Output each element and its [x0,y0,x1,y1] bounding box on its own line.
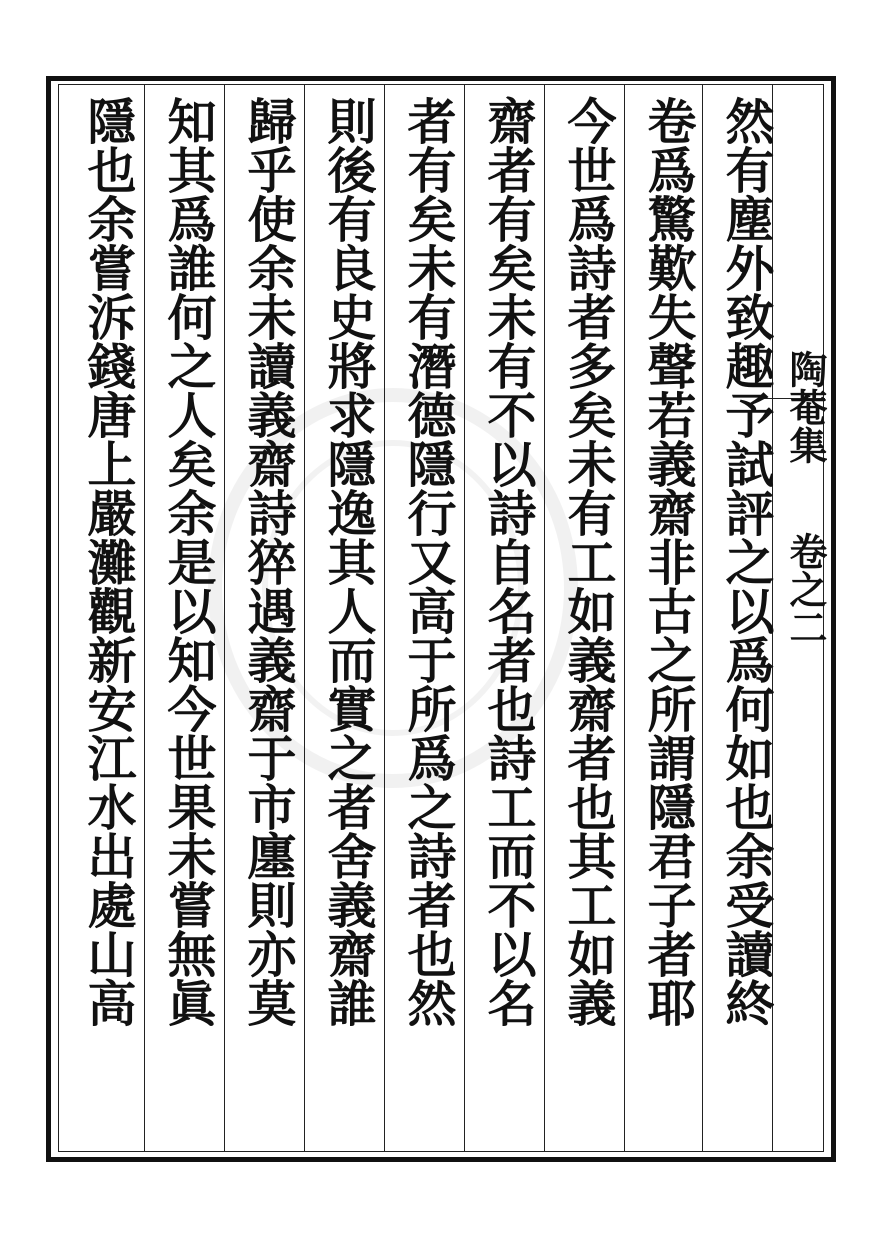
column-rule [304,84,305,1152]
column-rule [464,84,465,1152]
margin-book-title: 陶菴集 [783,350,828,464]
margin-volume-label: 卷之二 [783,532,828,646]
column-rule [144,84,145,1152]
text-column-1: 然有塵外致趣予試評之以爲何如也余受讀終 [718,96,776,1027]
text-column-8: 知其爲誰何之人矣余是以知今世果未嘗無眞 [160,96,218,1027]
text-column-3: 今世爲詩者多矣未有工如義齋者也其工如義 [560,96,618,1027]
column-rule [702,84,703,1152]
text-column-7: 歸乎使余未讀義齋詩猝遇義齋于市廛則亦莫 [240,96,298,1027]
text-column-6: 則後有良史將求隱逸其人而實之者舍義齋誰 [320,96,378,1027]
column-rule [384,84,385,1152]
text-column-9: 隱也余嘗泝錢唐上嚴灘觀新安江水出處山高 [80,96,138,1027]
column-rule [224,84,225,1152]
text-column-4: 齋者有矣未有不以詩自名者也詩工而不以名 [480,96,538,1027]
column-rule [544,84,545,1152]
text-column-2: 卷爲驚歎失聲若義齋非古之所謂隱君子者耶 [640,96,698,1027]
text-column-5: 者有矣未有潛德隱行又高于所爲之詩者也然 [400,96,458,1027]
column-rule [624,84,625,1152]
